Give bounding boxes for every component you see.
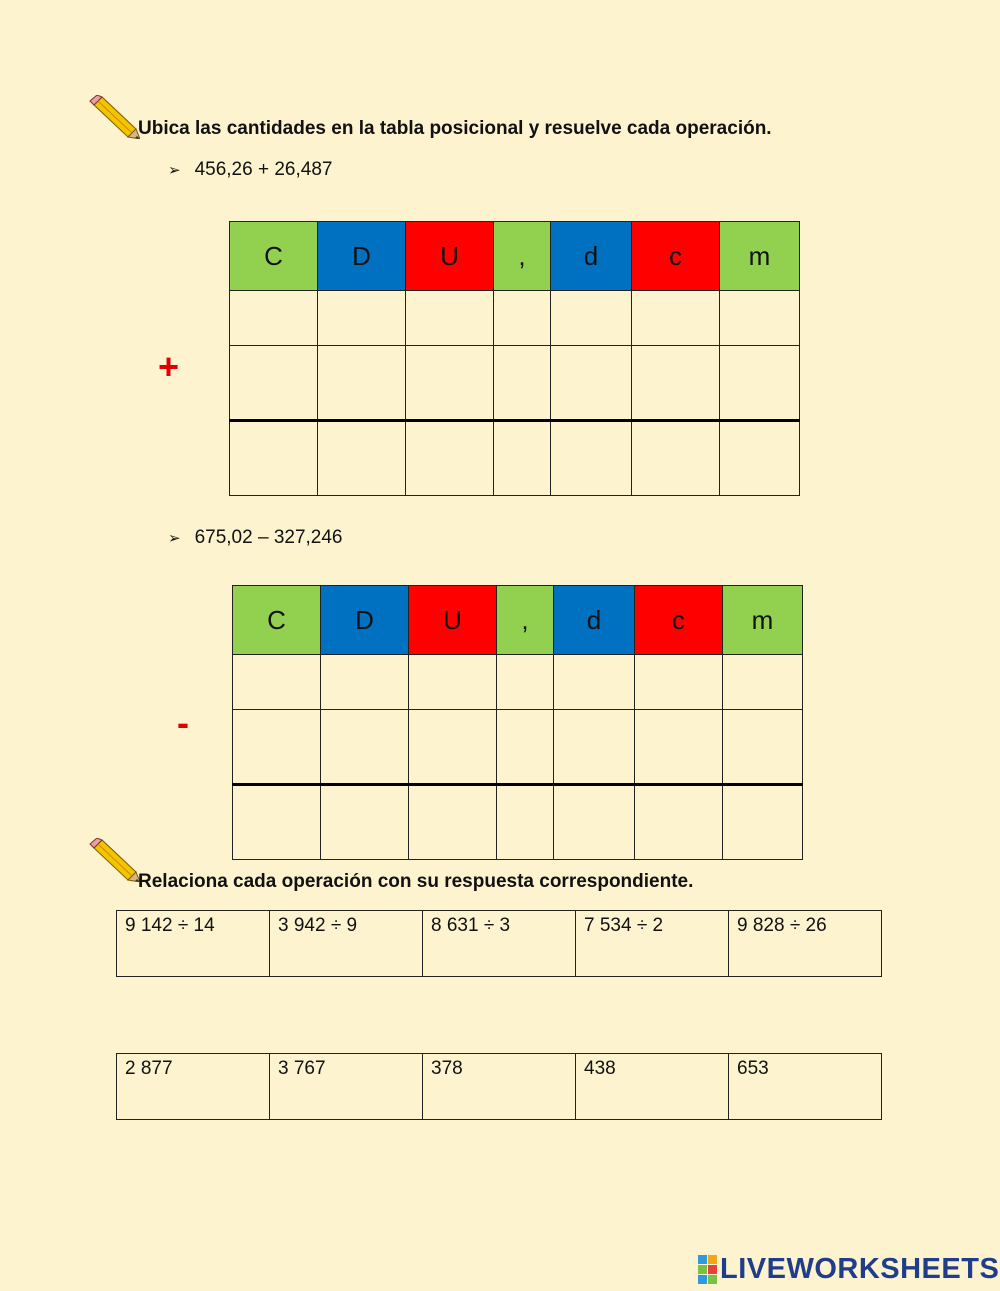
input-cell[interactable] bbox=[406, 346, 494, 421]
header-cell-milesimos: m bbox=[723, 586, 803, 655]
input-cell[interactable] bbox=[720, 421, 800, 496]
logo-text: LIVEWORKSHEETS bbox=[720, 1253, 1000, 1285]
input-cell[interactable] bbox=[632, 346, 720, 421]
input-cell[interactable] bbox=[318, 291, 406, 346]
input-cell[interactable] bbox=[321, 785, 409, 860]
place-value-table-2 bbox=[232, 585, 803, 860]
input-cell[interactable] bbox=[409, 785, 497, 860]
input-cell[interactable] bbox=[632, 291, 720, 346]
answer-cell[interactable]: 378 bbox=[423, 1054, 576, 1120]
instruction-place-value: Ubica las cantidades en la tabla posicional y resuelve cada operación. bbox=[138, 118, 772, 139]
header-cell-decimos: d bbox=[554, 586, 635, 655]
subtrahend-row bbox=[233, 710, 803, 785]
pencil-icon bbox=[88, 838, 140, 882]
input-cell[interactable] bbox=[409, 710, 497, 785]
minuend-row bbox=[233, 655, 803, 710]
answer-cell[interactable]: 653 bbox=[729, 1054, 882, 1120]
answer-cell[interactable]: 3 767 bbox=[270, 1054, 423, 1120]
operation-1-bullet bbox=[168, 159, 332, 181]
arrow-bullet-icon: ➢ bbox=[168, 162, 181, 179]
input-cell[interactable] bbox=[318, 346, 406, 421]
input-cell[interactable] bbox=[635, 785, 723, 860]
input-cell[interactable] bbox=[321, 710, 409, 785]
input-cell[interactable] bbox=[230, 346, 318, 421]
header-cell-decenas: D bbox=[321, 586, 409, 655]
operations-row bbox=[117, 911, 882, 977]
plus-sign: + bbox=[158, 346, 180, 387]
input-cell[interactable] bbox=[497, 655, 554, 710]
answer-cell[interactable]: 2 877 bbox=[117, 1054, 270, 1120]
input-cell[interactable] bbox=[551, 421, 632, 496]
input-cell[interactable] bbox=[494, 421, 551, 496]
header-cell-centesimos: c bbox=[632, 222, 720, 291]
input-cell[interactable] bbox=[497, 785, 554, 860]
header-cell-centenas: C bbox=[233, 586, 321, 655]
input-cell[interactable] bbox=[723, 785, 803, 860]
input-cell[interactable] bbox=[723, 655, 803, 710]
input-cell[interactable] bbox=[551, 291, 632, 346]
input-cell[interactable] bbox=[554, 710, 635, 785]
input-cell[interactable] bbox=[233, 785, 321, 860]
operation-2-expression: 675,02 – 327,246 bbox=[194, 527, 343, 548]
header-cell-centesimos: c bbox=[635, 586, 723, 655]
operation-cell[interactable]: 7 534 ÷ 2 bbox=[576, 911, 729, 977]
liveworksheets-logo bbox=[698, 1253, 999, 1286]
input-cell[interactable] bbox=[554, 785, 635, 860]
header-cell-milesimos: m bbox=[720, 222, 800, 291]
addend-2-row bbox=[230, 346, 800, 421]
input-cell[interactable] bbox=[230, 421, 318, 496]
result-row bbox=[233, 785, 803, 860]
operation-cell[interactable]: 8 631 ÷ 3 bbox=[423, 911, 576, 977]
header-cell-comma: , bbox=[497, 586, 554, 655]
place-value-table-1 bbox=[229, 221, 800, 496]
operation-cell[interactable]: 9 142 ÷ 14 bbox=[117, 911, 270, 977]
header-cell-comma: , bbox=[494, 222, 551, 291]
input-cell[interactable] bbox=[720, 346, 800, 421]
header-cell-centenas: C bbox=[230, 222, 318, 291]
addend-1-row bbox=[230, 291, 800, 346]
pencil-icon bbox=[88, 95, 140, 139]
input-cell[interactable] bbox=[720, 291, 800, 346]
input-cell[interactable] bbox=[233, 710, 321, 785]
operation-cell[interactable]: 9 828 ÷ 26 bbox=[729, 911, 882, 977]
input-cell[interactable] bbox=[635, 710, 723, 785]
operation-cell[interactable]: 3 942 ÷ 9 bbox=[270, 911, 423, 977]
input-cell[interactable] bbox=[554, 655, 635, 710]
instruction-matching: Relaciona cada operación con su respuesta correspondiente. bbox=[138, 871, 694, 892]
arrow-bullet-icon: ➢ bbox=[168, 530, 181, 547]
input-cell[interactable] bbox=[497, 710, 554, 785]
operations-table bbox=[116, 910, 882, 977]
operation-2-bullet bbox=[168, 527, 343, 549]
input-cell[interactable] bbox=[318, 421, 406, 496]
liveworksheets-logo-icon bbox=[698, 1255, 717, 1284]
header-row bbox=[233, 586, 803, 655]
header-cell-unidades: U bbox=[406, 222, 494, 291]
header-cell-unidades: U bbox=[409, 586, 497, 655]
input-cell[interactable] bbox=[635, 655, 723, 710]
answer-cell[interactable]: 438 bbox=[576, 1054, 729, 1120]
input-cell[interactable] bbox=[409, 655, 497, 710]
header-row bbox=[230, 222, 800, 291]
answers-row bbox=[117, 1054, 882, 1120]
minus-sign: - bbox=[177, 702, 189, 743]
input-cell[interactable] bbox=[321, 655, 409, 710]
input-cell[interactable] bbox=[551, 346, 632, 421]
input-cell[interactable] bbox=[406, 291, 494, 346]
input-cell[interactable] bbox=[230, 291, 318, 346]
input-cell[interactable] bbox=[632, 421, 720, 496]
input-cell[interactable] bbox=[233, 655, 321, 710]
operation-1-expression: 456,26 + 26,487 bbox=[194, 159, 333, 180]
input-cell[interactable] bbox=[723, 710, 803, 785]
answers-table bbox=[116, 1053, 882, 1120]
input-cell[interactable] bbox=[494, 346, 551, 421]
result-row bbox=[230, 421, 800, 496]
input-cell[interactable] bbox=[406, 421, 494, 496]
input-cell[interactable] bbox=[494, 291, 551, 346]
header-cell-decenas: D bbox=[318, 222, 406, 291]
header-cell-decimos: d bbox=[551, 222, 632, 291]
